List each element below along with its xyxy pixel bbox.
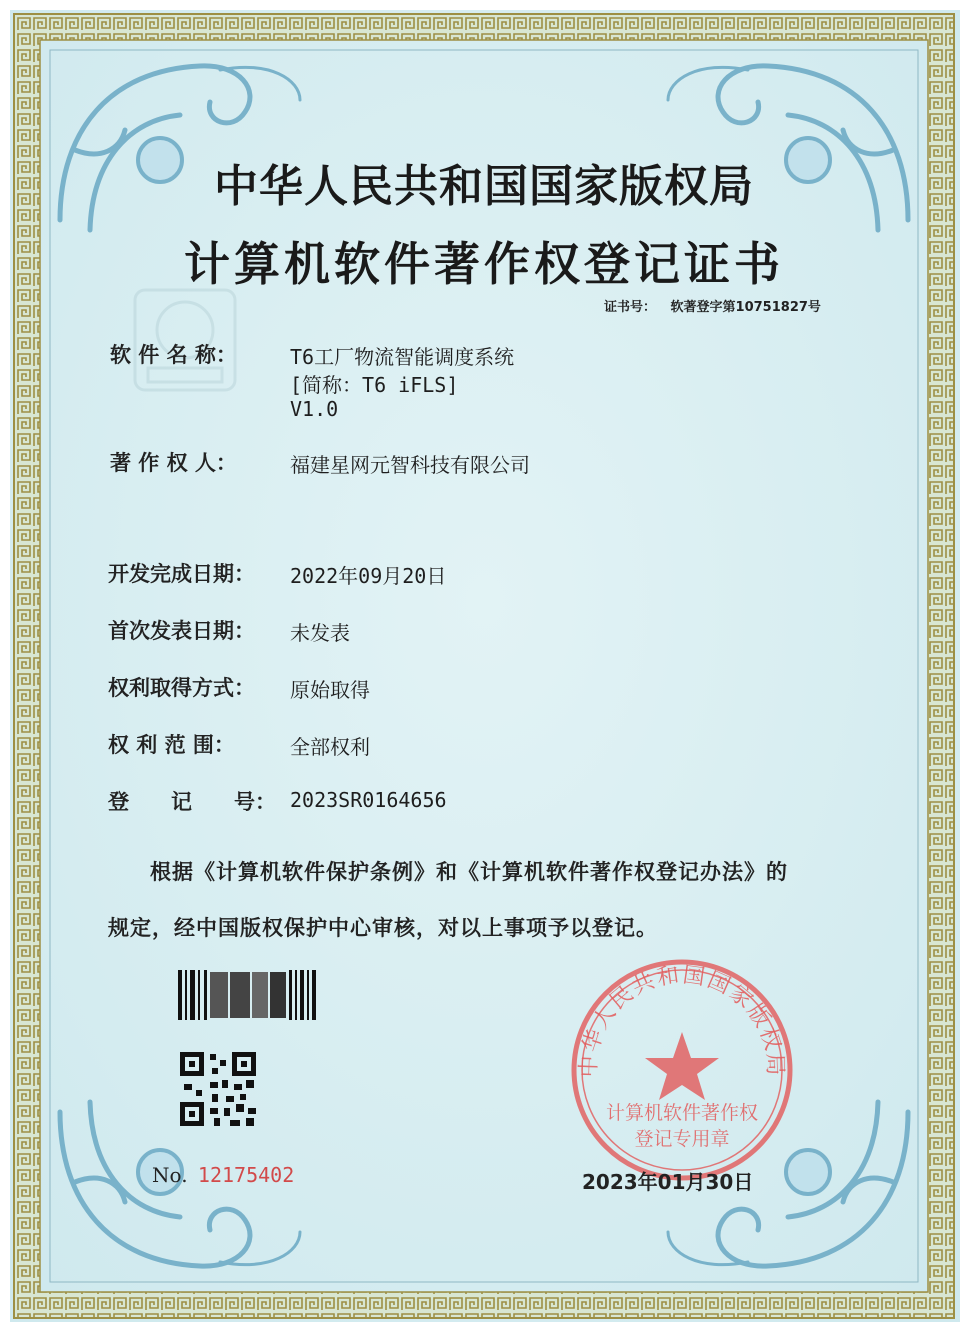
dev-date-value: 2022年09月20日 — [290, 564, 447, 588]
software-name-label: 软 件 名 称： — [110, 343, 237, 367]
scope-value: 全部权利 — [290, 735, 370, 759]
scope-label: 权 利 范 围： — [108, 733, 235, 757]
statement-line-1: 根据《计算机软件保护条例》和《计算机软件著作权登记办法》的 — [150, 860, 788, 884]
seal-line-2: 登记专用章 — [634, 1128, 730, 1150]
acquisition-value: 原始取得 — [290, 678, 370, 702]
svg-text:中华人民共和国国家版权局: 中华人民共和国国家版权局 — [576, 962, 788, 1078]
serial-number-value: 12175402 — [197, 1163, 295, 1187]
reg-no-label: 登 记 号： — [108, 790, 276, 814]
serial-number-label: No. — [152, 1163, 188, 1187]
certificate-number-label: 证书号： — [604, 300, 657, 315]
certificate-title: 计算机软件著作权登记证书 — [184, 237, 784, 291]
acquisition-label: 权利取得方式： — [108, 676, 255, 700]
pub-date-value: 未发表 — [290, 621, 350, 645]
certificate-number-value: 软著登字第10751827号 — [670, 300, 821, 315]
issue-date: 2023年01月30日 — [582, 1170, 754, 1194]
dev-date-label: 开发完成日期： — [108, 562, 255, 586]
software-name-line-2: [简称：T6 iFLS] — [290, 373, 459, 397]
statement-line-2: 规定，经中国版权保护中心审核，对以上事项予以登记。 — [108, 916, 658, 940]
owner-label: 著 作 权 人： — [110, 451, 237, 475]
certificate-number — [604, 296, 821, 315]
seal-line-1: 计算机软件著作权 — [605, 1102, 758, 1124]
serial-number — [152, 1163, 294, 1187]
software-name-line-3: V1.0 — [290, 397, 339, 421]
owner-value: 福建星网元智科技有限公司 — [290, 453, 530, 477]
issuer-title: 中华人民共和国国家版权局 — [214, 161, 754, 212]
reg-no-value: 2023SR0164656 — [290, 788, 447, 812]
software-name-line-1: T6工厂物流智能调度系统 — [290, 345, 515, 369]
pub-date-label: 首次发表日期： — [108, 619, 255, 643]
